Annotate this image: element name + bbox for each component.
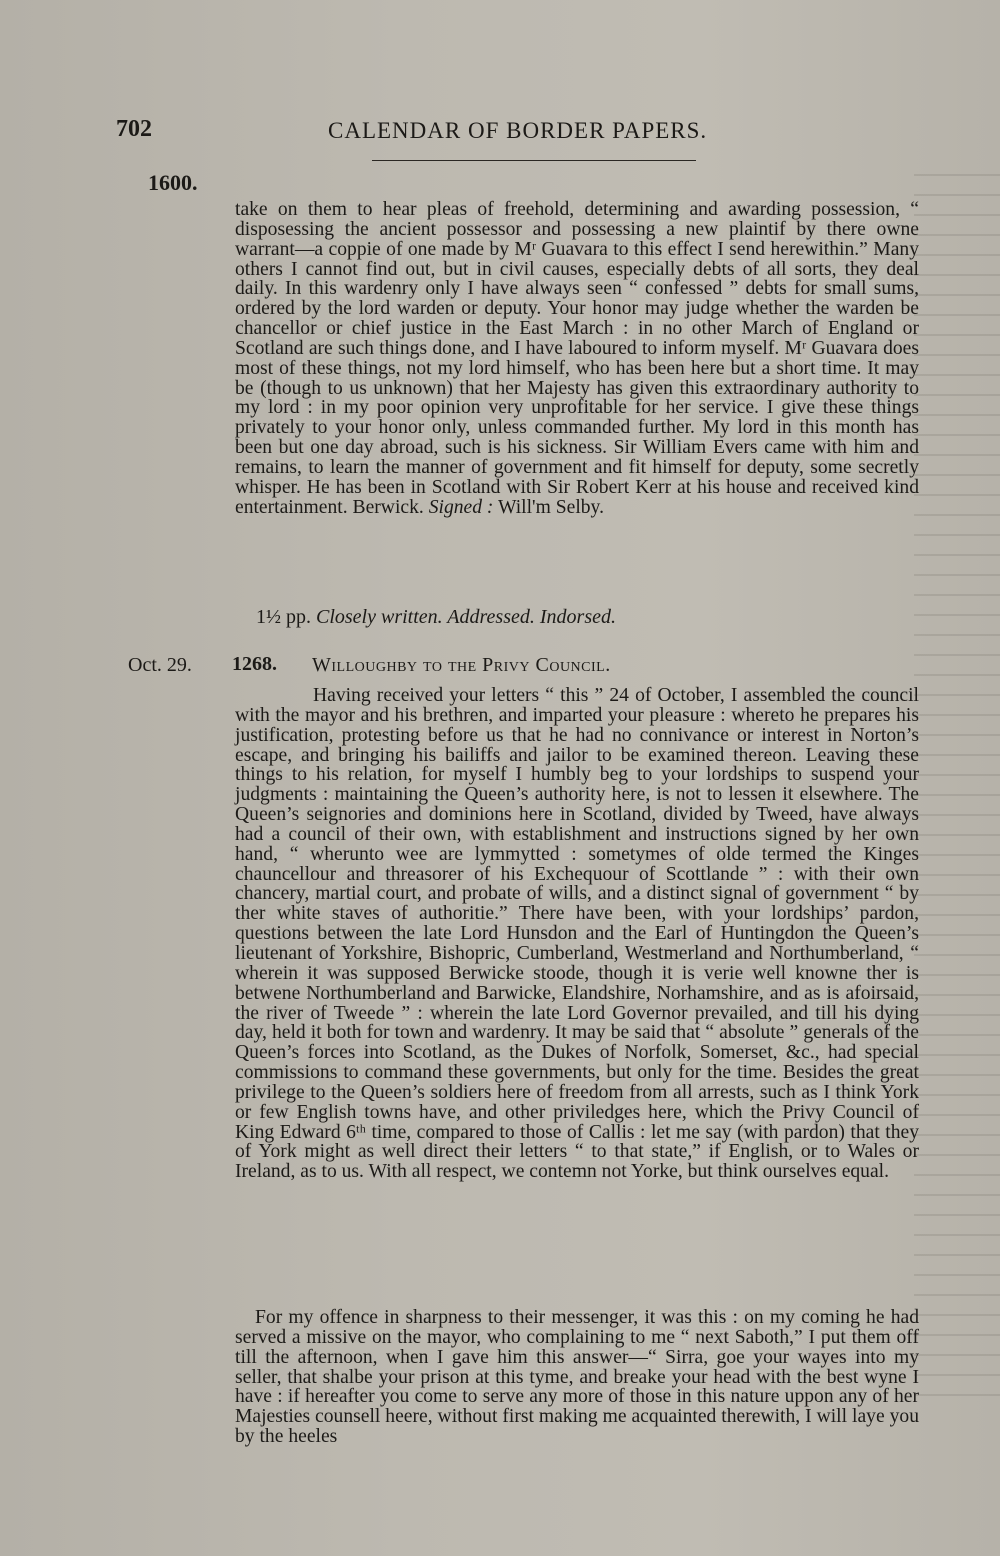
document-note: [256, 606, 616, 629]
paragraph-1-text: take on them to hear pleas of freehold, determining and awarding possession, “ disposessing the ancient possessor and possessing a new plaintif by there owne warrant—a coppie of one made by Mʳ Guavara to this effect I send herewithin.” Many others I cannot find out, but in civil causes, especially debts of all sorts, they deal daily. In this wardenry only I have always seen “ confessed ” debts for small sums, ordered by the lord warden or deputy. Your honor may judge whether the warden be chancellor or chief justice in the East March : in no other March of England or Scotland are such things done, and I have laboured to inform myself. Mʳ Guavara does most of these things, not my lord himself, who has been here but a short time. It may be (though to us unknown) that her Majesty has given this extraordinary authority to my lord : in my poor opinion very unprofitable for her service. I give these things privately to your honor only, unless commanded further. My lord in this month has been but one day abroad, such is his sickness. Sir William Evers came with him and remains, to learn the manner of government and fit himself for deputy, some secretly whisper. He has been in Scotland with Sir Robert Kerr at his house and received kind entertainment. Berwick.: [235, 199, 919, 518]
paragraph-3-text: For my offence in sharpness to their messenger, it was this : on my coming he had served a missive on the mayor, who complaining to me “ next Saboth,” I put them off till the afternoon, when I gave him this answer—“ Sirra, goe your wayes into my seller, that shalbe your prison at this tyme, and breake your head with the best wyne I have : if hereafter you come to serve any more of those in this nature uppon any of her Majesties counsell heere, without first making me acquainted therewith, I will laye you by the heeles: [235, 1307, 919, 1448]
running-title: CALENDAR OF BORDER PAPERS.: [328, 118, 708, 143]
margin-year: 1600.: [148, 170, 198, 195]
entry-number: 1268.: [232, 653, 277, 675]
paragraph-3: [235, 1308, 919, 1447]
paragraph-1: [235, 200, 919, 518]
note-description: Closely written. Addressed. Indorsed.: [316, 606, 616, 628]
entry-title: Willoughby to the Privy Council.: [312, 654, 611, 676]
note-pages: 1½ pp.: [256, 606, 311, 628]
signer-name: Will'm Selby.: [498, 496, 604, 518]
entry-date: Oct. 29.: [128, 654, 192, 676]
page-number: 702: [116, 116, 152, 142]
bleed-through-text: [914, 160, 1000, 1410]
signed-label: Signed :: [428, 496, 494, 518]
paragraph-2: [235, 686, 919, 1182]
header-rule: [372, 160, 696, 161]
paragraph-2-text: Having received your letters “ this ” 24 of October, I assembled the council with the mayor and his brethren, and imparted your pleasure : whereto he prepares his justification, protesting before us that he had no connivance or interest in Norton’s escape, and bringing his bailiffs and jailor to be examined thereon. Leaving these things to his relation, for myself I humbly beg to your lordships to suspend your judgments : maintaining the Queen’s authority here, is not to lessen it elsewhere. The Queen’s seignories and dominions here in Scotland, divided by Tweed, have always had a council of their own, with establishment and instructions signed by her own hand, “ wherunto wee are lymmytted : sometymes of olde termed the Kinges chauncellour and threasorer of his Exchequour of Scottlande ” : with their own chancery, martial court, and probate of wills, and a distinct signal of government “ by ther white staves of authoritie.” There have been, with your lordships’ pardon, questions between the late Lord Hunsdon and the Earl of Huntingdon the Queen’s lieutenant of Yorkshire, Bishopric, Cumberland, Westmerland and Northumberland, “ wherein it was supposed Berwicke stoode, though it is verie well knowne ther is betwene Northumberland and Barwicke, Elandshire, Norhamshire, and as is afoirsaid, the river of Tweede ” : wherein the late Lord Governor prevailed, and till his dying day, held it both for town and wardenry. It may be said that “ absolute ” generals of the Queen’s forces into Scotland, as the Dukes of Norfolk, Somerset, &c., had special commissions to command these governments, but only for the time. Besides the great privilege to the Queen’s soldiers here of freedom from all arrests, such as I think York or few English towns have, and other priviledges here, which the Privy Council of King Edward 6ᵗʰ time, compared to those of Callis : let me say (with pardon) that they of York might as well direct their letters “ to that state,” if English, or to Wales or Ireland, as to us. With all respect, we contemn not Yorke, but think ourselves equal.: [235, 685, 919, 1183]
